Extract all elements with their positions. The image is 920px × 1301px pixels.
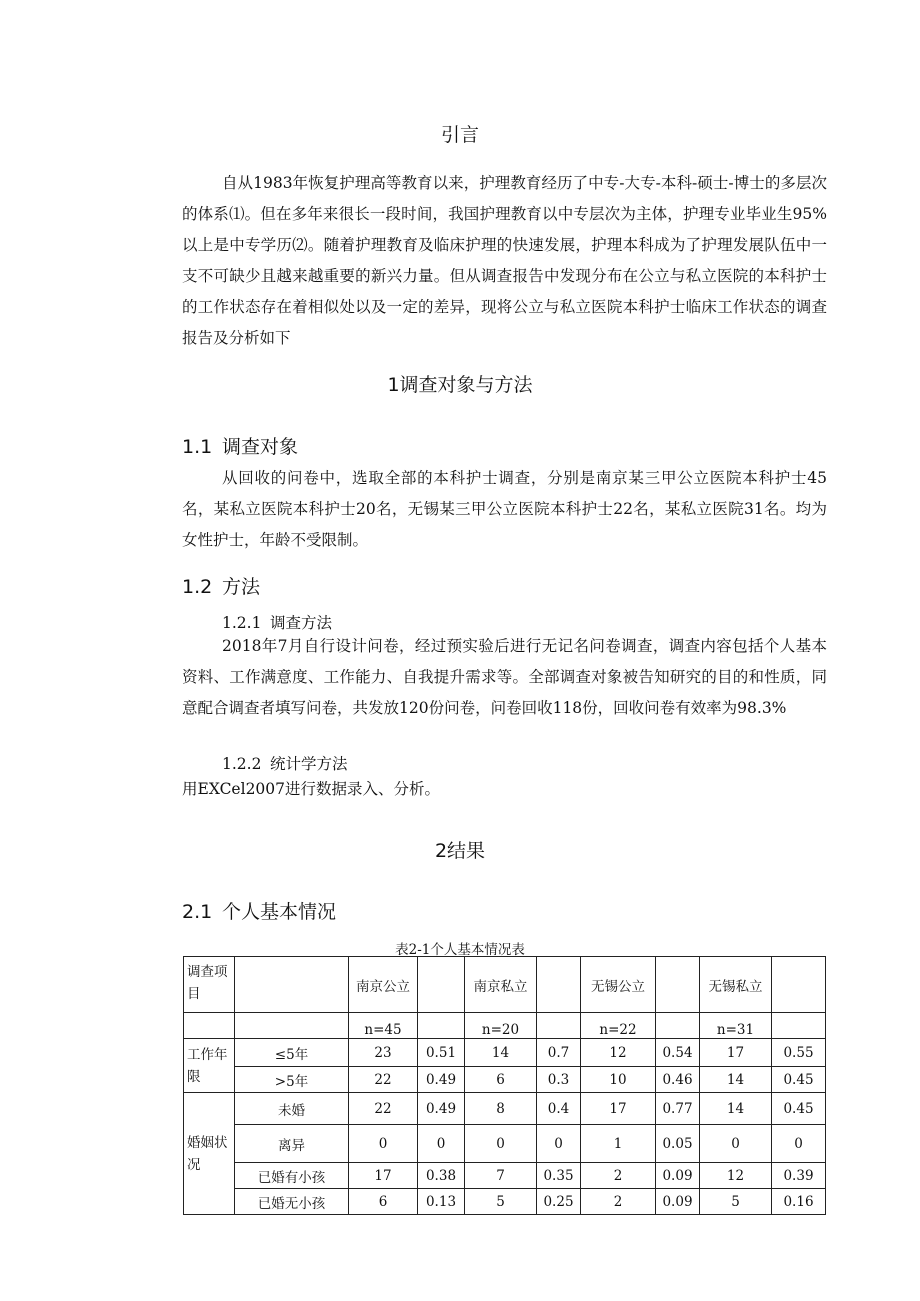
intro-paragraph: 自从1983年恢复护理高等教育以来，护理教育经历了中专-大专-本科-硕士-博士的多层次的体系⑴。但在多年来很长一段时间，我国护理教育以中专层次为主体，护理专业毕业生95%以上是中专学历⑵。随着护理教育及临床护理的快速发展，护理本科成为了护理发展队伍中一支不可缺少且越来越重要的新兴力量。但从调查报告中发现分布在公立与私立医院的本科护士的工作状态存在着相似处以及一定的差异，现将公立与私立医院本科护士临床工作状态的调查报告及分析如下 — [182, 174, 827, 347]
table-cell: 0.09 — [656, 1189, 700, 1215]
table-cell: 17 — [581, 1093, 656, 1125]
subsection-2-1-title: 个人基本情况 — [222, 901, 337, 923]
table-cell: 2 — [581, 1189, 656, 1215]
table-cell: 8 — [465, 1093, 537, 1125]
table-cell: 22 — [349, 1093, 418, 1125]
table-cell: 0.77 — [656, 1093, 700, 1125]
table-cell: 0.7 — [537, 1039, 581, 1067]
n-value-3: n=22 — [581, 1013, 656, 1039]
table-cell: 10 — [581, 1067, 656, 1093]
table-cell: 5 — [465, 1189, 537, 1215]
row-sublabel: >5年 — [235, 1067, 349, 1093]
n-row-empty-cell — [772, 1013, 826, 1039]
table-cell: 22 — [349, 1067, 418, 1093]
n-value-1: n=45 — [349, 1013, 418, 1039]
header-item-label: 调查项目 — [184, 957, 235, 1013]
table-cell: 0 — [700, 1125, 772, 1163]
row-sublabel: ≤5年 — [235, 1039, 349, 1067]
table-cell: 0.3 — [537, 1067, 581, 1093]
table-cell: 0.38 — [418, 1163, 465, 1189]
table-row — [184, 1163, 826, 1189]
table-row — [184, 1039, 826, 1067]
table-cell: 0.55 — [772, 1039, 826, 1067]
subsection-1-2-1-heading — [222, 611, 332, 633]
table-cell: 2 — [581, 1163, 656, 1189]
header-empty-cell — [772, 957, 826, 1013]
work-years-label: 工作年限 — [184, 1039, 235, 1093]
table-row — [184, 1067, 826, 1093]
table-cell: 0.39 — [772, 1163, 826, 1189]
table-cell: 6 — [465, 1067, 537, 1093]
subsection-2-1-number: 2.1 — [182, 901, 213, 923]
table-cell: 12 — [700, 1163, 772, 1189]
header-empty-cell — [656, 957, 700, 1013]
table-cell: 0.13 — [418, 1189, 465, 1215]
subsection-1-2-title: 方法 — [222, 576, 261, 598]
subsection-1-2-heading — [182, 572, 260, 599]
subsection-1-2-2-paragraph: 用EXCel2007进行数据录入、分析。 — [182, 780, 441, 798]
table-cell: 0.45 — [772, 1093, 826, 1125]
header-empty-cell — [235, 957, 349, 1013]
table-cell: 17 — [700, 1039, 772, 1067]
subsection-1-2-1-title: 调查方法 — [270, 614, 333, 632]
table-cell: 0.35 — [537, 1163, 581, 1189]
table-cell: 0.49 — [418, 1093, 465, 1125]
table-cell: 14 — [700, 1093, 772, 1125]
table-cell: 0 — [418, 1125, 465, 1163]
table-cell: 23 — [349, 1039, 418, 1067]
table-cell: 0 — [465, 1125, 537, 1163]
subsection-1-1-title: 调查对象 — [222, 436, 299, 458]
table-cell: 0.16 — [772, 1189, 826, 1215]
header-empty-cell — [418, 957, 465, 1013]
row-sublabel: 已婚有小孩 — [235, 1163, 349, 1189]
table-cell: 0.49 — [418, 1067, 465, 1093]
table-cell: 0.45 — [772, 1067, 826, 1093]
subsection-2-1-heading — [182, 897, 336, 924]
table-row — [184, 1093, 826, 1125]
header-group-1: 南京公立 — [349, 957, 418, 1013]
table-cell: 0.05 — [656, 1125, 700, 1163]
subsection-1-2-1-paragraph: 2018年7月自行设计问卷，经过预实验后进行无记名问卷调查，调查内容包括个人基本资料、工作满意度、工作能力、自我提升需求等。全部调查对象被告知研究的目的和性质，同意配合调查者填写问卷，共发放120份问卷，问卷回收118份，回收问卷有效率为98.3% — [182, 637, 827, 717]
row-sublabel: 离异 — [235, 1125, 349, 1163]
row-sublabel: 未婚 — [235, 1093, 349, 1125]
n-value-4: n=31 — [700, 1013, 772, 1039]
subsection-1-1-number: 1.1 — [182, 436, 213, 458]
subsection-1-2-number: 1.2 — [182, 576, 213, 598]
subsection-1-2-2-number: 1.2.2 — [222, 755, 262, 773]
marital-label: 婚姻状况 — [184, 1093, 235, 1215]
table-cell: 1 — [581, 1125, 656, 1163]
table-cell: 14 — [700, 1067, 772, 1093]
table-cell: 17 — [349, 1163, 418, 1189]
personal-info-table — [183, 956, 826, 1215]
table-cell: 0.54 — [656, 1039, 700, 1067]
n-row-empty-cell — [656, 1013, 700, 1039]
n-value-2: n=20 — [465, 1013, 537, 1039]
subsection-1-1-paragraph: 从回收的问卷中，选取全部的本科护士调查，分别是南京某三甲公立医院本科护士45名，某私立医院本科护士20名，无锡某三甲公立医院本科护士22名，某私立医院31名。均为女性护士，年龄不受限制。 — [182, 469, 827, 549]
table-header-row — [184, 957, 826, 1013]
n-row-empty-cell — [235, 1013, 349, 1039]
table-cell: 6 — [349, 1189, 418, 1215]
table-n-row — [184, 1013, 826, 1039]
table-cell: 0.25 — [537, 1189, 581, 1215]
table-row — [184, 1125, 826, 1163]
section2-title: 2结果 — [434, 840, 486, 862]
table-cell: 12 — [581, 1039, 656, 1067]
table-row — [184, 1189, 826, 1215]
table-cell: 0 — [537, 1125, 581, 1163]
table-cell: 0 — [772, 1125, 826, 1163]
subsection-1-2-2-heading — [222, 752, 348, 774]
n-row-empty-cell — [418, 1013, 465, 1039]
subsection-1-2-2-title: 统计学方法 — [270, 755, 348, 773]
intro-title: 引言 — [440, 124, 479, 146]
table-cell: 0.09 — [656, 1163, 700, 1189]
table-cell: 0.4 — [537, 1093, 581, 1125]
n-row-empty-cell — [184, 1013, 235, 1039]
header-group-2: 南京私立 — [465, 957, 537, 1013]
subsection-1-2-1-number: 1.2.1 — [222, 614, 262, 632]
table-cell: 0.46 — [656, 1067, 700, 1093]
subsection-1-1-heading — [182, 432, 298, 459]
header-group-4: 无锡私立 — [700, 957, 772, 1013]
table-cell: 7 — [465, 1163, 537, 1189]
table-cell: 14 — [465, 1039, 537, 1067]
row-sublabel: 已婚无小孩 — [235, 1189, 349, 1215]
header-group-3: 无锡公立 — [581, 957, 656, 1013]
table-caption: 表2-1个人基本情况表 — [395, 942, 525, 958]
header-empty-cell — [537, 957, 581, 1013]
n-row-empty-cell — [537, 1013, 581, 1039]
table-cell: 0 — [349, 1125, 418, 1163]
table-cell: 5 — [700, 1189, 772, 1215]
table-cell: 0.51 — [418, 1039, 465, 1067]
section1-title: 1调查对象与方法 — [387, 374, 533, 396]
